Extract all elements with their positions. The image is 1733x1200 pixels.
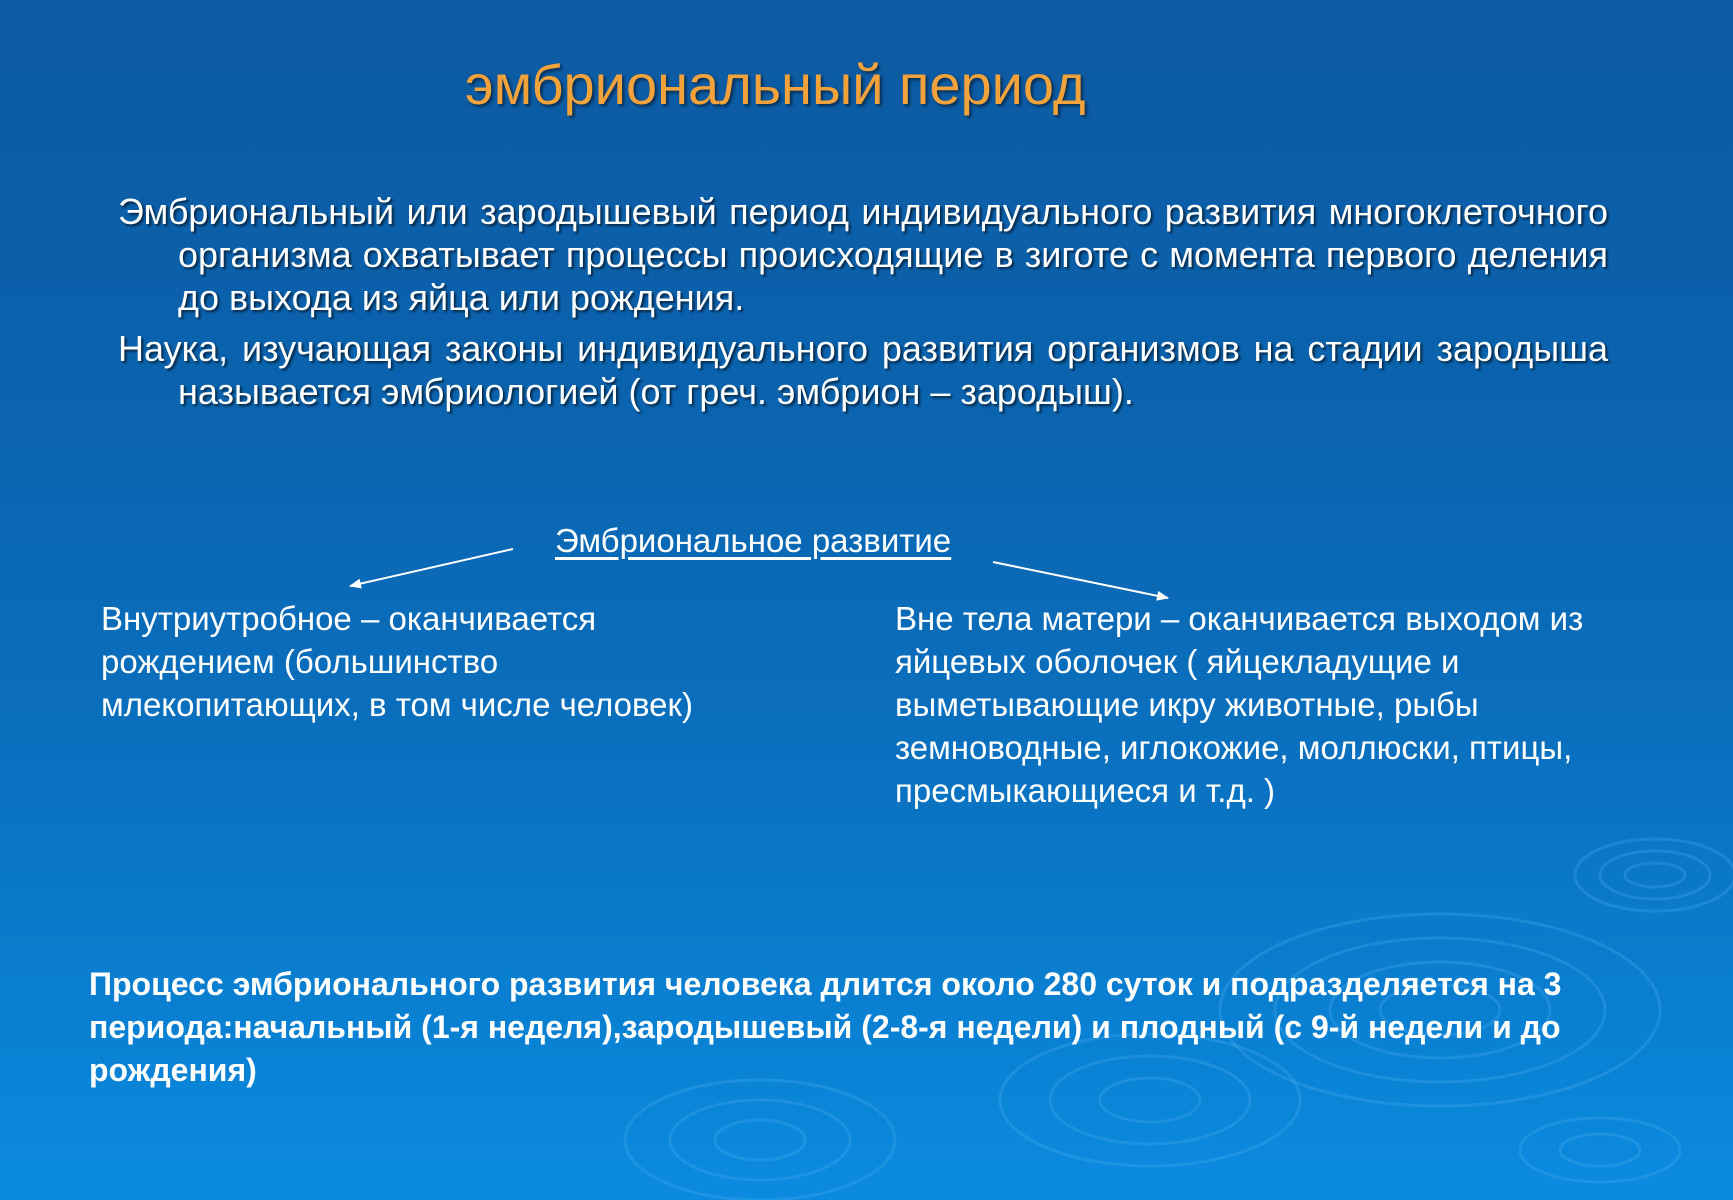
- intrauterine-description: Внутриутробное – оканчивается рождением (большинство млекопитающих, в том числе человек): [101, 600, 693, 723]
- external-development-description: Вне тела матери – оканчивается выходом из яйцевых оболочек ( яйцекладущие и выметывающие икру животные, рыбы земноводные, иглокожие, моллюски, птицы, пресмыкающиеся и т.д. ): [895, 600, 1584, 809]
- slide-title: эмбриональный период: [465, 53, 1086, 116]
- arrow-right: [993, 562, 1168, 598]
- arrow-left: [350, 549, 513, 586]
- paragraph-definition: Эмбриональный или зародышевый период индивидуального развития многоклеточного организма охватывает процессы происходящие в зиготе с момента первого деления до выхода из яйца или рождения.: [118, 191, 1608, 318]
- diagram-center-label: Эмбриональное развитие: [555, 522, 952, 559]
- human-development-summary: Процесс эмбрионального развития человека длится около 280 суток и подразделяется на 3 периода:начальный (1-я неделя),зародышевый (2-8-я недели) и плодный (с 9-й недели и до рождения): [89, 966, 1562, 1088]
- paragraph-embryology: Наука, изучающая законы индивидуального развития организмов на стадии зародыша называется эмбриологией (от греч. эмбрион – зародыш).: [118, 328, 1608, 412]
